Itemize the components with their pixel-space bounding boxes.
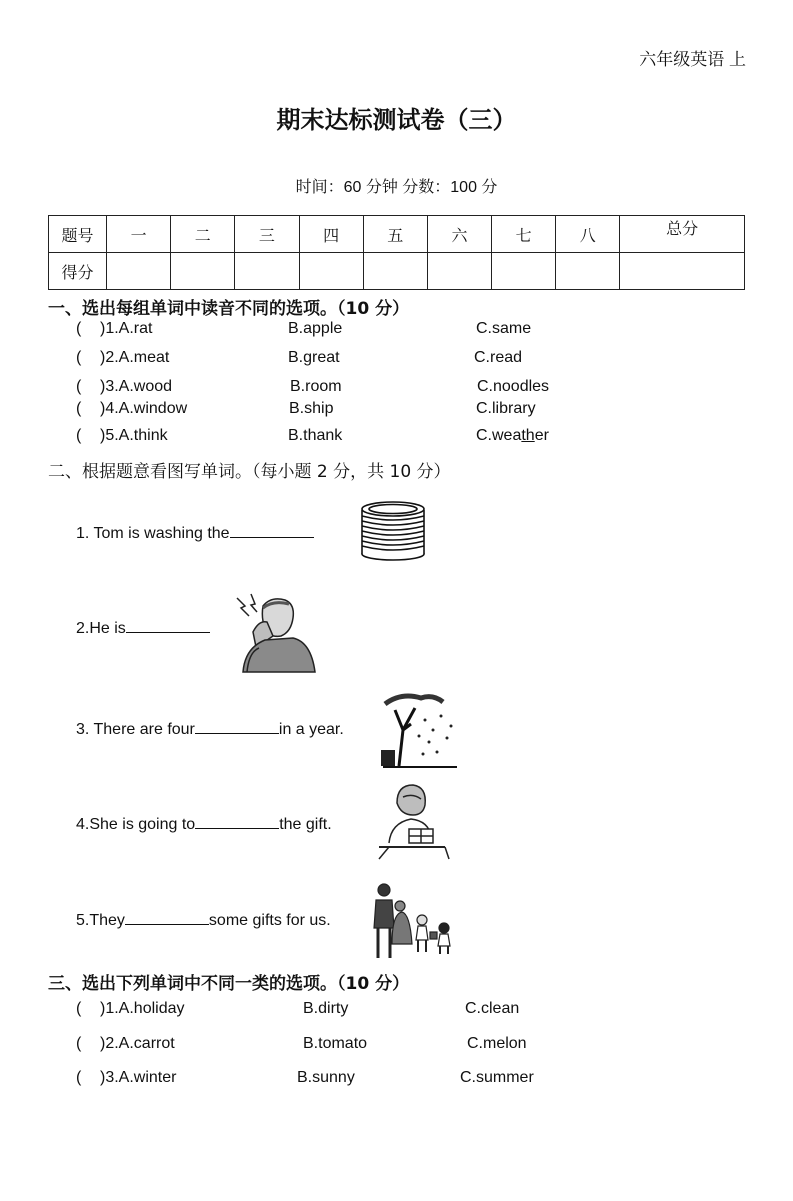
option-b: B.great: [288, 349, 340, 366]
score-cell[interactable]: [299, 253, 363, 290]
question-text: 3. There are four: [76, 721, 195, 738]
score-cell[interactable]: [620, 253, 745, 290]
option-b: B.ship: [289, 400, 334, 417]
score-cell[interactable]: [235, 253, 299, 290]
section2-heading: 二、根据题意看图写单词。（每小题 2 分，共 10 分）: [48, 462, 451, 482]
grade-subject-tag: 六年级英语 上: [639, 50, 746, 69]
stack-of-plates-picture: [358, 498, 428, 562]
option-c-underlined: th: [521, 427, 535, 444]
option-b: B.thank: [288, 427, 343, 444]
score-table-row-question: [49, 216, 745, 253]
option-c: C.clean: [465, 1000, 520, 1017]
option-c: C.noodles: [477, 378, 550, 395]
option-c: C.melon: [467, 1035, 527, 1052]
autumn-tree-picture: [381, 690, 459, 768]
column-header: 二: [171, 216, 235, 253]
score-table: [48, 215, 745, 290]
option-a: )4.A.window: [100, 400, 188, 417]
column-header: 五: [363, 216, 427, 253]
answer-paren[interactable]: (: [76, 427, 82, 444]
option-a: )2.A.carrot: [100, 1035, 175, 1052]
fill-question-2: [76, 618, 210, 638]
column-header: 三: [235, 216, 299, 253]
question-text: 5.They: [76, 912, 125, 929]
option-a: )1.A.rat: [100, 320, 153, 337]
score-table-row-score: [49, 253, 745, 290]
answer-paren[interactable]: (: [76, 1000, 82, 1017]
answer-blank[interactable]: [195, 814, 279, 829]
girl-opening-gift-picture: [375, 781, 451, 861]
answer-paren[interactable]: (: [76, 320, 82, 337]
question-text: 2.He is: [76, 620, 126, 637]
answer-blank[interactable]: [195, 719, 279, 734]
score-cell[interactable]: [363, 253, 427, 290]
fill-question-3: [76, 719, 344, 739]
option-b: B.dirty: [303, 1000, 349, 1017]
option-c: C.summer: [460, 1069, 534, 1086]
column-header: 八: [556, 216, 620, 253]
option-b: B.sunny: [297, 1069, 355, 1086]
column-header: 七: [492, 216, 556, 253]
question-text: 4.She is going to: [76, 816, 196, 833]
option-c-post: er: [534, 427, 549, 444]
question-text: 1. Tom is washing the: [76, 525, 230, 542]
option-a: )1.A.holiday: [100, 1000, 185, 1017]
answer-paren[interactable]: (: [76, 1069, 82, 1086]
option-c: C.library: [476, 400, 536, 417]
option-b: B.apple: [288, 320, 343, 337]
option-c-pre: C.wea: [476, 427, 522, 444]
option-c: [476, 427, 549, 445]
option-a: )5.A.think: [100, 427, 168, 444]
question-text-after: some gifts for us.: [208, 912, 331, 929]
answer-blank[interactable]: [230, 523, 314, 538]
question-text-after: the gift.: [279, 816, 332, 833]
option-a: )2.A.meat: [100, 349, 170, 366]
column-header: 四: [299, 216, 363, 253]
option-b: B.tomato: [303, 1035, 368, 1052]
answer-blank[interactable]: [125, 910, 209, 925]
answer-paren[interactable]: (: [76, 378, 82, 395]
option-c: C.read: [474, 349, 523, 366]
question-text-after: in a year.: [278, 721, 344, 738]
score-cell[interactable]: [556, 253, 620, 290]
answer-paren[interactable]: (: [76, 349, 82, 366]
family-gifts-picture: [370, 882, 456, 960]
page-title: 期末达标测试卷（三）: [276, 106, 517, 134]
fill-question-1: [76, 523, 314, 543]
column-header-total: 总分: [620, 216, 745, 253]
score-cell[interactable]: [171, 253, 235, 290]
row-label: 题号: [49, 216, 107, 253]
section1-heading: 一、选出每组单词中读音不同的选项。（10 分）: [48, 299, 410, 319]
headache-man-picture: [233, 592, 317, 674]
time-score-info: 时间：60 分钟 分数：100 分: [295, 179, 498, 196]
fill-question-4: [76, 814, 332, 834]
column-header: 六: [427, 216, 491, 253]
answer-paren[interactable]: (: [76, 400, 82, 417]
fill-question-5: [76, 910, 331, 930]
score-cell[interactable]: [492, 253, 556, 290]
option-b: B.room: [290, 378, 342, 395]
score-cell[interactable]: [427, 253, 491, 290]
answer-paren[interactable]: (: [76, 1035, 82, 1052]
row-label: 得分: [49, 253, 107, 290]
answer-blank[interactable]: [126, 618, 210, 633]
option-c: C.same: [476, 320, 532, 337]
option-a: )3.A.wood: [100, 378, 173, 395]
column-header: 一: [107, 216, 171, 253]
option-a: )3.A.winter: [100, 1069, 177, 1086]
section3-heading: 三、选出下列单词中不同一类的选项。（10 分）: [48, 974, 410, 994]
score-cell[interactable]: [107, 253, 171, 290]
